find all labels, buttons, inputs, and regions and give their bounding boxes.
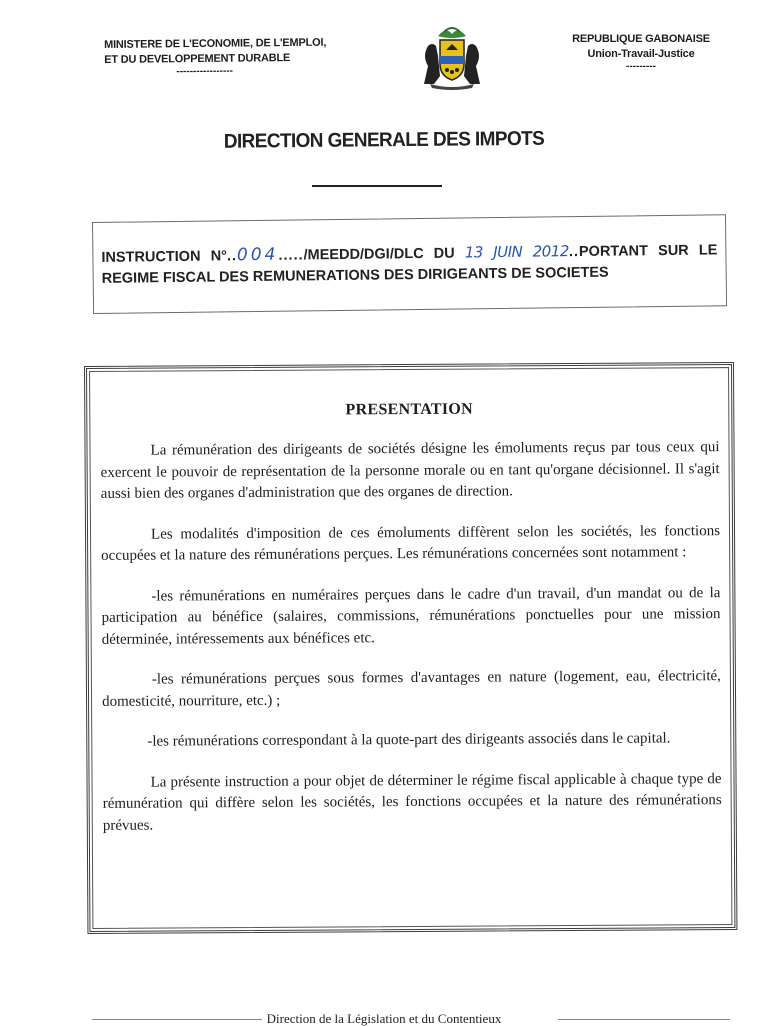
- republic-motto: Union-Travail-Justice: [587, 48, 695, 60]
- instruction-prefix: INSTRUCTION N°: [101, 248, 228, 266]
- date-dots: ..: [568, 244, 580, 261]
- ministry-separator: -----------------: [176, 65, 234, 78]
- handwritten-number: 004: [236, 244, 279, 266]
- number-dots-pre: ..: [226, 248, 238, 265]
- instruction-box: [92, 214, 727, 314]
- coat-of-arms-icon: [416, 26, 488, 90]
- instruction-subject: SUR LE REGIME FISCAL DES REMUNERATIONS DES DIRIGEANTS DE SOCIETES: [101, 242, 718, 287]
- instruction-heading: [101, 239, 717, 290]
- ministry-name-line1: MINISTERE DE L'ECONOMIE, DE L'EMPLOI,: [104, 36, 327, 51]
- paragraph-purpose: La présente instruction a pour objet de déterminer le régime fiscal applicable à chaque type de rémunération qui diffère selon les sociétés, les fonctions occupées et la nature des rémunérations prévues.: [102, 770, 722, 834]
- paragraph-modalities: Les modalités d'imposition de ces émoluments diffèrent selon les sociétés, les fonctions occupées et la nature des rémunérations perçues. Les rémunérations concernées sont notamment :: [101, 522, 721, 564]
- presentation-body: [100, 437, 722, 856]
- paragraph-definition: La rémunération des dirigeants de sociétés désigne les émoluments reçus par tous ceux qui exercent le pouvoir de représentation de la personne morale ou en tant qu'organe décisionnel. Il s'agit aussi bien des organes d'administration que des organes de direction.: [100, 439, 720, 502]
- footer-text: Direction de la Législation et du Contentieux: [266, 1011, 502, 1026]
- paragraph-capital-share: -les rémunérations correspondant à la quote-part des dirigeants associés dans le capital.: [147, 730, 671, 750]
- number-dots-post: .....: [278, 247, 304, 264]
- paragraph-cash-remuneration: -les rémunérations en numéraires perçues dans le cadre d'un travail, d'un mandat ou de la participation au bénéfice (salaires, commissions, rémunérations ponctuelles pour une mission déterminée, intéressements aux bénéfices etc.: [101, 584, 721, 648]
- subject-lead: PORTANT: [578, 243, 649, 261]
- instruction-reference: /MEEDD/DGI/DLC DU: [303, 245, 455, 264]
- instruction-line-1: [101, 243, 648, 266]
- title-underline: [312, 185, 442, 187]
- presentation-frame: [84, 362, 737, 934]
- ministry-name-line2: ET DU DEVELOPPEMENT DURABLE: [104, 52, 291, 66]
- paragraph-benefits-in-kind: -les rémunérations perçues sous formes d'avantages en nature (logement, eau, électricité, domesticité, nourriture, etc.) ;: [102, 668, 721, 710]
- republic-name: REPUBLIQUE GABONAISE: [572, 33, 710, 45]
- ministry-header: [104, 36, 327, 78]
- directorate-title: DIRECTION GENERALE DES IMPOTS: [223, 127, 545, 153]
- presentation-title: PRESENTATION: [345, 400, 474, 419]
- handwritten-date: 13 JUIN 2012: [464, 242, 570, 262]
- republic-header: [552, 32, 730, 72]
- republic-separator: ---------: [626, 61, 656, 72]
